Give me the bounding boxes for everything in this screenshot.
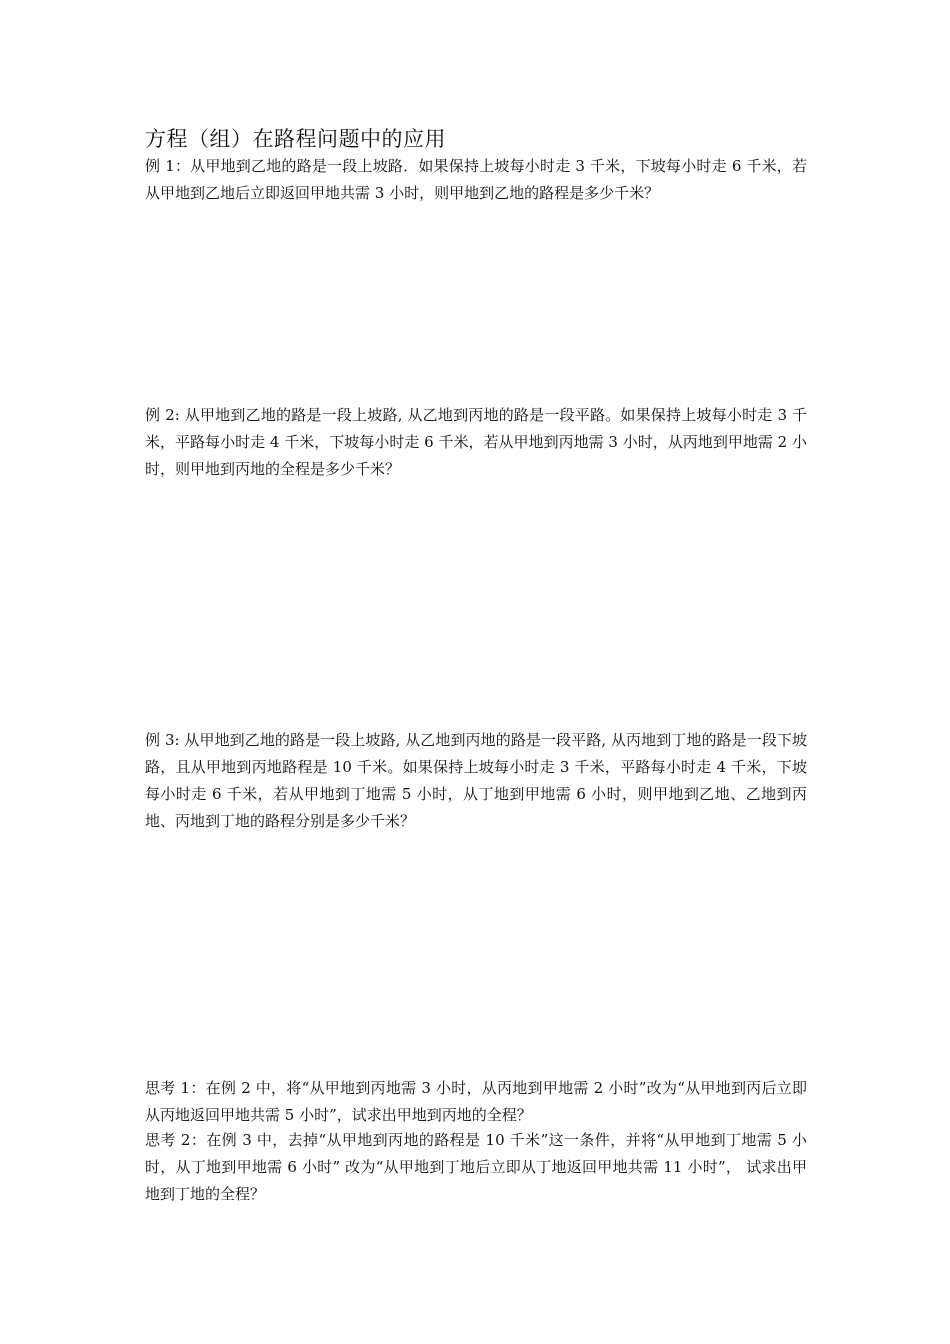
document-title: 方程（组）在路程问题中的应用 (145, 127, 446, 151)
example-2-text: 例 2: 从甲地到乙地的路是一段上坡路, 从乙地到丙地的路是一段平路。如果保持上坡每小时走 3 千米，平路每小时走 4 千米，下坡每小时走 6 千米，若从甲地到丙地需 3 小时，从丙地到甲地需 2 小时，则甲地到丙地的全程是多少千米？ (145, 406, 807, 478)
example-1-text: 例 1：从甲地到乙地的路是一段上坡路．如果保持上坡每小时走 3 千米，下坡每小时走 6 千米，若从甲地到乙地后立即返回甲地共需 3 小时，则甲地到乙地的路程是多少千米？ (145, 157, 807, 202)
example-3-text: 例 3: 从甲地到乙地的路是一段上坡路, 从乙地到丙地的路是一段平路, 从丙地到丁地的路是一段下坡路，且从甲地到丙地路程是 10 千米。如果保持上坡每小时走 3 千米，平路每小时走 4 千米，下坡每小时走 6 千米，若从甲地到丁地需 5 小时，从丁地到甲地需 6 小时，则甲地到乙地、乙地到丙地、丙地到丁地的路程分别是多少千米？ (145, 731, 807, 830)
think-2-text: 思考 2：在例 3 中，去掉“从甲地到丙地的路程是 10 千米”这一条件，并将“从甲地到丁地需 5 小时，从丁地到甲地需 6 小时” 改为“从甲地到丁地后立即从丁地返回甲地共需 11 小时”， 试求出甲地到丁地的全程？ (145, 1131, 807, 1203)
think-1-text: 思考 1：在例 2 中，将“从甲地到丙地需 3 小时，从丙地到甲地需 2 小时”改为“从甲地到丙后立即从丙地返回甲地共需 5 小时”，试求出甲地到丙地的全程？ (145, 1079, 807, 1124)
